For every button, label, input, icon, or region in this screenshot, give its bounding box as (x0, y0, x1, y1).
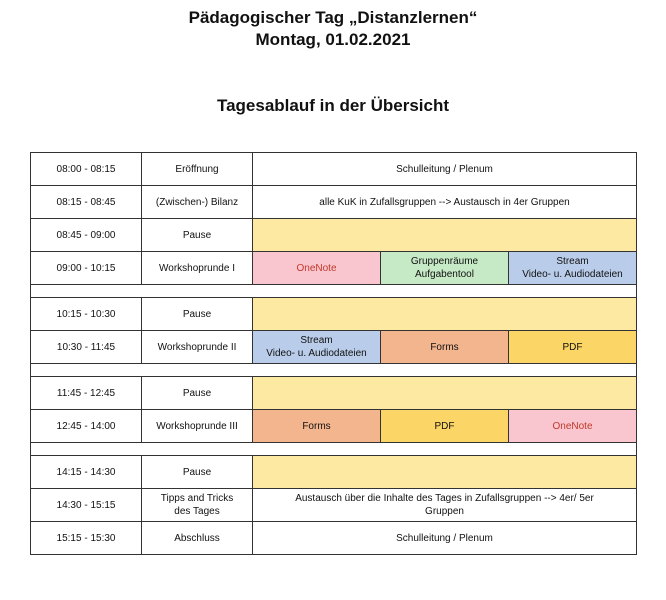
activity-cell: Pause (142, 456, 253, 489)
activity-cell: Tipps and Tricks des Tages (142, 489, 253, 522)
activity-cell: (Zwischen-) Bilanz (142, 186, 253, 219)
spacer-row (31, 443, 637, 456)
time-cell: 14:30 - 15:15 (31, 489, 142, 522)
time-cell: 08:00 - 08:15 (31, 153, 142, 186)
spacer-row (31, 364, 637, 377)
table-row (31, 298, 637, 331)
time-cell: 12:45 - 14:00 (31, 410, 142, 443)
table-row (31, 456, 637, 489)
activity-cell: Pause (142, 219, 253, 252)
time-cell: 08:45 - 09:00 (31, 219, 142, 252)
table-row (31, 219, 637, 252)
time-cell: 09:00 - 10:15 (31, 252, 142, 285)
activity-cell: Workshoprunde I (142, 252, 253, 285)
workshop-forms: Forms (253, 410, 381, 443)
table-row (31, 186, 637, 219)
table-row (31, 522, 637, 555)
workshop-pdf: PDF (381, 410, 509, 443)
document-title: Pädagogischer Tag „Distanzlernen“ (188, 8, 478, 27)
workshop-forms: Forms (381, 331, 509, 364)
pause-cell (253, 377, 637, 410)
workshop-pdf: PDF (509, 331, 637, 364)
workshop-onenote: OneNote (509, 410, 637, 443)
schedule-table (30, 152, 637, 555)
workshop-stream: Stream Video- u. Audiodateien (253, 331, 381, 364)
activity-cell: Pause (142, 377, 253, 410)
content-cell: Austausch über die Inhalte des Tages in Zufallsgruppen --> 4er/ 5er Gruppen (253, 489, 637, 522)
time-cell: 11:45 - 12:45 (31, 377, 142, 410)
time-cell: 10:30 - 11:45 (31, 331, 142, 364)
time-cell: 14:15 - 14:30 (31, 456, 142, 489)
table-row (31, 153, 637, 186)
pause-cell (253, 219, 637, 252)
pause-cell (253, 298, 637, 331)
activity-cell: Pause (142, 298, 253, 331)
activity-cell: Workshoprunde II (142, 331, 253, 364)
table-row (31, 252, 637, 285)
activity-cell: Abschluss (142, 522, 253, 555)
table-row (31, 377, 637, 410)
table-row (31, 331, 637, 364)
pause-cell (253, 456, 637, 489)
schedule-heading: Tagesablauf in der Übersicht (216, 96, 450, 115)
content-cell: alle KuK in Zufallsgruppen --> Austausch in 4er Gruppen (253, 186, 637, 219)
activity-cell: Workshoprunde III (142, 410, 253, 443)
time-cell: 10:15 - 10:30 (31, 298, 142, 331)
table-row (31, 489, 637, 522)
time-cell: 08:15 - 08:45 (31, 186, 142, 219)
document-date: Montag, 01.02.2021 (255, 30, 411, 49)
workshop-stream: Stream Video- u. Audiodateien (509, 252, 637, 285)
table-row (31, 410, 637, 443)
content-cell: Schulleitung / Plenum (253, 522, 637, 555)
workshop-gruppenraeume: Gruppenräume Aufgabentool (381, 252, 509, 285)
spacer-row (31, 285, 637, 298)
workshop-onenote: OneNote (253, 252, 381, 285)
time-cell: 15:15 - 15:30 (31, 522, 142, 555)
content-cell: Schulleitung / Plenum (253, 153, 637, 186)
activity-cell: Eröffnung (142, 153, 253, 186)
